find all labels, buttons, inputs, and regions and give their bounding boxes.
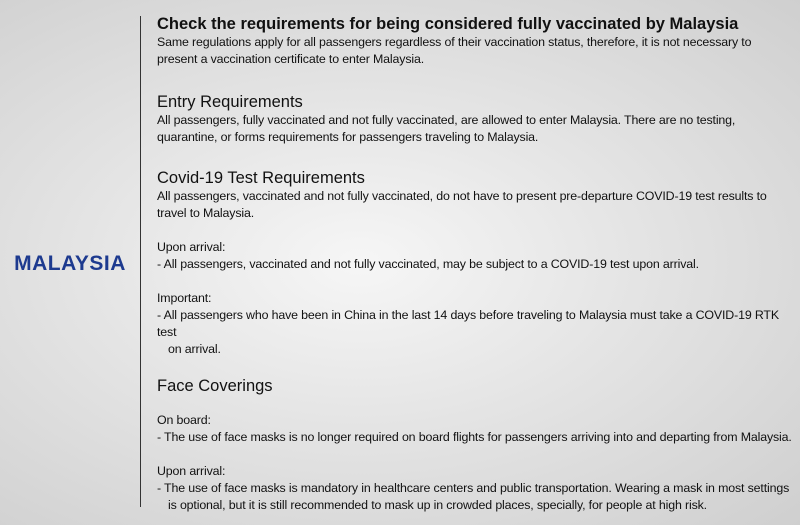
face-arrival-label: Upon arrival:	[157, 464, 226, 478]
spacer	[157, 273, 793, 290]
intro-text: Same regulations apply for all passengers regardless of their vaccination status, therefore, it is not necessary to present a vaccination certificate to enter Malaysia.	[157, 35, 752, 66]
important-label: Important:	[157, 291, 212, 305]
face-arrival-item-continued: is optional, but it is still recommended to mask up in crowded places, specially, for people at high risk.	[168, 498, 707, 512]
covid-arrival-label: Upon arrival:	[157, 240, 226, 254]
entry-requirements-heading: Entry Requirements	[157, 93, 303, 111]
country-label: MALAYSIA	[14, 252, 126, 275]
page-title: Check the requirements for being considered fully vaccinated by Malaysia	[157, 15, 739, 33]
important-item: - All passengers who have been in China in the last 14 days before traveling to Malaysia must take a COVID-19 RTK test	[157, 308, 779, 339]
spacer	[157, 146, 793, 168]
covid-arrival-item: - All passengers, vaccinated and not fully vaccinated, may be subject to a COVID-19 test upon arrival.	[157, 257, 699, 271]
important-item-continued: on arrival.	[168, 342, 221, 356]
covid-test-text: All passengers, vaccinated and not fully vaccinated, do not have to present pre-departure COVID-19 test results to travel to Malaysia.	[157, 189, 767, 220]
face-coverings-heading: Face Coverings	[157, 377, 273, 395]
vertical-divider	[140, 16, 141, 507]
requirements-content	[157, 14, 793, 514]
spacer	[157, 396, 793, 412]
onboard-item: - The use of face masks is no longer required on board flights for passengers arriving into and departing from Malaysia.	[157, 430, 792, 444]
entry-requirements-text: All passengers, fully vaccinated and not fully vaccinated, are allowed to enter Malaysia. There are no testing, quarantine, or forms requirements for passengers traveling to Malaysia.	[157, 113, 736, 144]
face-arrival-item: - The use of face masks is mandatory in healthcare centers and public transportation. Wearing a mask in most settings	[157, 481, 790, 495]
spacer	[157, 222, 793, 239]
spacer	[157, 68, 793, 92]
onboard-label: On board:	[157, 413, 211, 427]
spacer	[157, 358, 793, 376]
spacer	[157, 446, 793, 463]
covid-test-heading: Covid-19 Test Requirements	[157, 169, 365, 187]
